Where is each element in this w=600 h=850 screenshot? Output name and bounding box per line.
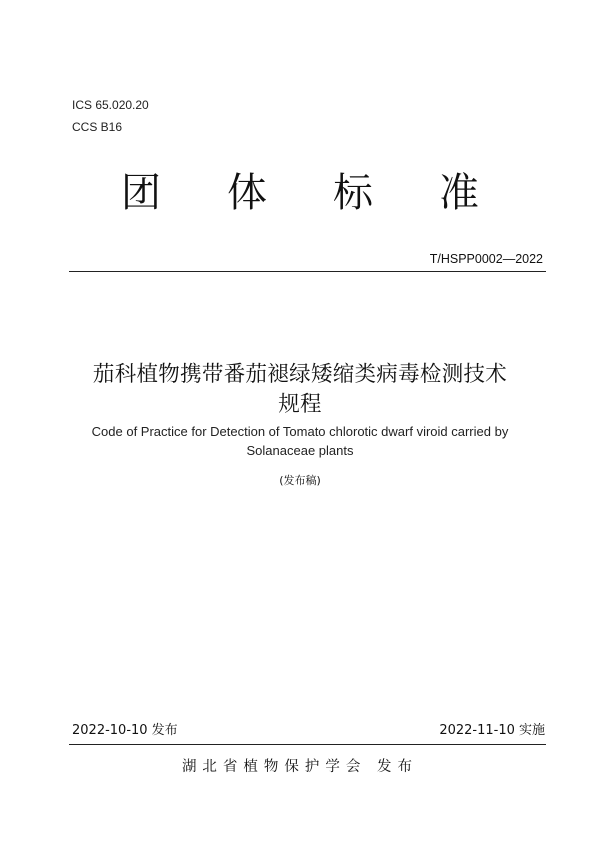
standard-number: T/HSPP0002—2022 [429, 252, 543, 266]
chinese-title-line: 茄科植物携带番茄褪绿矮缩类病毒检测技术 [92, 362, 508, 387]
implementation-date: 2022-11-10 实施 [439, 723, 545, 738]
top-divider [69, 271, 546, 272]
chinese-title [60, 360, 540, 420]
publisher: 湖北省植物保护学会 发布 [181, 759, 419, 775]
ics-code: ICS 65.020.20 [72, 98, 149, 112]
standard-type-char: 准 [439, 170, 479, 216]
standard-type-heading [0, 168, 600, 218]
bottom-divider [69, 744, 546, 745]
standard-type-char: 团 [121, 170, 161, 216]
english-title-line: Code of Practice for Detection of Tomato chlorotic dwarf viroid carried by [91, 424, 509, 439]
english-title-line: Solanaceae plants [246, 443, 354, 458]
standard-type-char: 体 [227, 170, 267, 216]
draft-label: (发布稿) [279, 474, 321, 487]
standard-type-char: 标 [333, 170, 373, 216]
issue-date: 2022-10-10 发布 [72, 723, 178, 738]
english-title [60, 422, 540, 460]
ccs-code: CCS B16 [72, 120, 123, 134]
chinese-title-line: 规程 [278, 392, 322, 417]
